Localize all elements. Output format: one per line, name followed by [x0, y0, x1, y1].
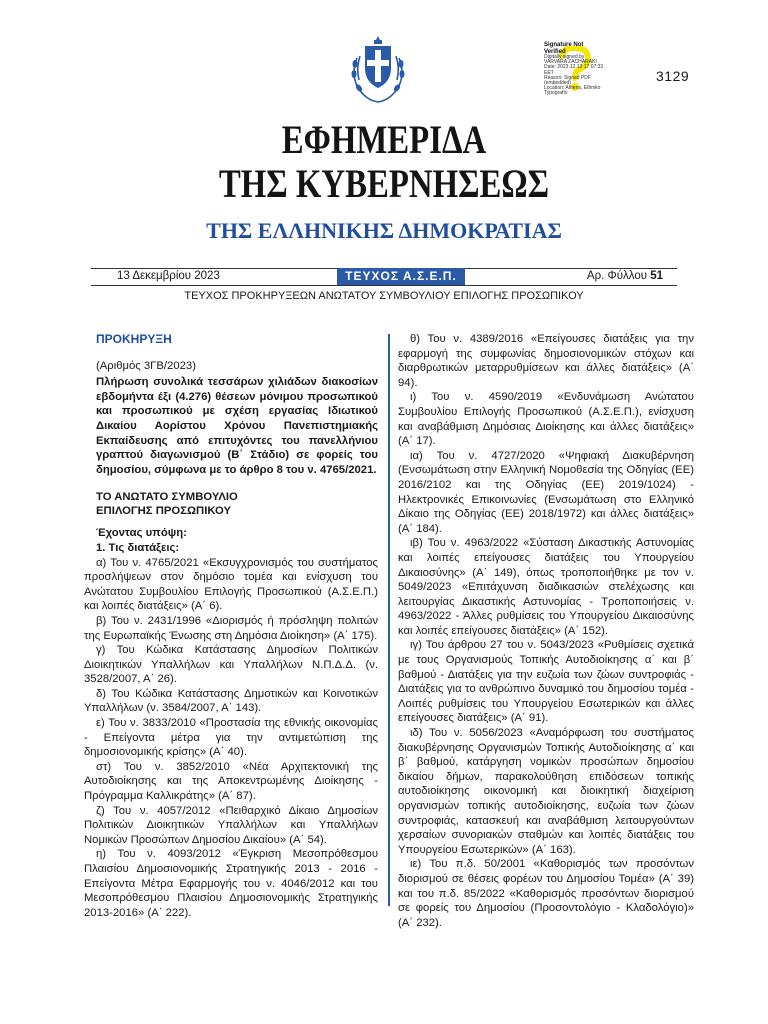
sheet-value: 51: [650, 270, 663, 282]
provision-item: στ) Του ν. 3852/2010 «Νέα Αρχιτεκτονική της Αυτοδιοίκησης και της Αποκεντρωμένης Διοίκησης - Πρόγραμμα Καλλικράτης» (Α΄ 87).: [84, 760, 378, 803]
signature-line: (embedded): [544, 80, 571, 87]
issue-bar: [91, 268, 677, 286]
signature-line: VARVARA ZACHARAKI: [544, 59, 597, 66]
masthead-title-line-2: ΤΗΣ ΚΥΒΕΡΝΗΣΕΩΣ: [218, 161, 550, 206]
authority-line: ΕΠΙΛΟΓΗΣ ΠΡΟΣΩΠΙΚΟΥ: [96, 504, 231, 517]
signature-line: Digitally signed by: [544, 54, 585, 60]
provision-item: ιβ) Του ν. 4963/2022 «Σύσταση Δικαστικής Αστυνομίας και λοιπές επείγουσες διατάξεις του Υπουργείου Δικαιοσύνης» (Α΄ 149), όπως τροποποιήθηκε με τον ν. 5049/2023 «Επιτάχυνση διαδικασιών στελέχωσης και λειτουργίας Δικαστικής Αστυνομίας - Τροποποιήσεις ν. 4963/2022 - Άλλες ρυθμίσεις του Υπουργείου Δικαιοσύνης και λοιπές επείγουσες διατάξεις» (Α΄ 152).: [398, 537, 694, 637]
provision-item: ιδ) Του ν. 5056/2023 «Αναμόρφωση του συστήματος διακυβέρνησης Οργανισμών Τοπικής Αυτοδιοίκησης α΄ και β΄ βαθμού, κατάργηση νομικών προσώπων δημοσίου δικαίου δήμων, παρακολούθηση επιδόσεων τοπικής αυτοδιοίκησης οικονομική και διοικητική διαχείριση οργανισμών τοπικής αυτοδιοίκησης, ευζωία των ζώων συντροφιάς, κατασκευή και αναβάθμιση λειτουργούντων χερσαίων συνοριακών σταθμών και λοιπές διατάξεις του Υπουργείου Εσωτερικών» (Α΄ 163).: [398, 727, 694, 856]
provision-item: ζ) Του ν. 4057/2012 «Πειθαρχικό Δίκαιο Δημοσίων Πολιτικών Διοικητικών Υπαλλήλων και Υπαλλήλων Νομικών Προσώπων Δημοσίου Δικαίου» (Α΄ 54).: [84, 804, 378, 846]
provision-item: δ) Του Κώδικα Κατάστασης Δημοτικών και Κοινοτικών Υπαλλήλων (ν. 3584/2007, Α΄ 143).: [84, 687, 378, 715]
provision-item: ε) Του ν. 3833/2010 «Προστασία της εθνικής οικονομίας - Επείγοντα μέτρα για την αντιμετώπιση της δημοσιονομικής κρίσης» (Α΄ 40).: [84, 717, 378, 759]
notice-summary: Πλήρωση συνολικά τεσσάρων χιλιάδων διακοσίων εβδομήντα έξι (4.276) θέσεων μόνιμου προσωπικού και προσωπικού με σχέση εργασίας Ιδιωτικού Δικαίου Αορίστου Χρόνου Πανεπιστημιακής Εκπαίδευσης από επιτυχόντες του πανελλήνιου γραπτού διαγωνισμού (Β΄ Στάδιο) σε φορείς του δημοσίου, σύμφωνα με το άρθρο 8 του ν. 4765/2021.: [96, 376, 378, 476]
provision-item: α) Του ν. 4765/2021 «Εκσυγχρονισμός του συστήματος προσλήψεων στον δημόσιο τομέα και ενίσχυση του Ανώτατου Συμβουλίου Επιλογής Προσωπικού (Α.Σ.Ε.Π.) και λοιπές διατάξεις» (Α΄ 6).: [84, 556, 378, 613]
considering-label: Έχοντας υπόψη:: [96, 527, 187, 540]
provision-item: η) Του ν. 4093/2012 «Έγκριση Μεσοπρόθεσμου Πλαισίου Δημοσιονομικής Στρατηγικής 2013 - 2016 - Επείγοντα Μέτρα Εφαρμογής του ν. 4046/2012 και του Μεσοπρόθεσμου Πλαισίου Δημοσιονομικής Στρατηγικής 2013-2016» (Α΄ 222).: [84, 848, 378, 919]
provision-item: β) Του ν. 2431/1996 «Διορισμός ή πρόσληψη πολιτών της Ευρωπαϊκής Ένωσης στη Δημόσια Διοίκηση» (Α΄ 175).: [84, 614, 378, 642]
provision-item: ια) Του ν. 4727/2020 «Ψηφιακή Διακυβέρνηση (Ενσωμάτωση στην Ελληνική Νομοθεσία της Οδηγίας (ΕΕ) 2016/2102 και της Οδηγίας (ΕΕ) 2019/1024) - Ηλεκτρονικές Επικοινωνίες (Ενσωμάτωση στο Ελληνικό Δίκαιο της Οδηγίας (ΕΕ) 2018/1972) και άλλες διατάξεις» (Α΄ 184).: [398, 449, 694, 535]
page-number: 3129: [656, 68, 690, 84]
issue-series-badge: ΤΕΥΧΟΣ Α.Σ.Ε.Π.: [337, 268, 465, 285]
provision-item: ιγ) Του άρθρου 27 του ν. 5043/2023 «Ρυθμίσεις σχετικά με τους Οργανισμούς Τοπικής Αυτοδιοίκησης α΄ και β΄ βαθμού - Διατάξεις για την ευζωία των ζώων συντροφιάς - Διατάξεις για το ανθρώπινο δυναμικό του δημοσίου τομέα - Λοιπές ρυθμίσεις του Υπουργείου Εσωτερικών και άλλες επείγουσες διατάξεις» (Α΄ 91).: [398, 639, 694, 725]
signature-line: Typografio: [544, 90, 568, 97]
notice-heading: ΠΡΟΚΗΡΥΞΗ: [96, 332, 172, 346]
masthead-subtitle: ΤΗΣ ΕΛΛΗΝΙΚΗΣ ΔΗΜΟΚΡΑΤΙΑΣ: [206, 218, 562, 243]
left-column: [84, 332, 378, 920]
signature-stamp[interactable]: [544, 42, 606, 100]
masthead-title-line-1: ΕΦΗΜΕΡΙΔΑ: [281, 117, 487, 162]
authority-line: ΤΟ ΑΝΩΤΑΤΟ ΣΥΜΒΟΥΛΙΟ: [96, 491, 238, 504]
right-column: [398, 332, 694, 930]
provisions-heading: 1. Τις διατάξεις:: [96, 541, 180, 554]
coat-of-arms-icon: [347, 28, 409, 106]
authority-name: [96, 491, 378, 518]
signature-heading: Signature Not Verified: [544, 42, 584, 55]
notice-number: (Αριθμός 3ΓΒ/2023): [96, 359, 196, 372]
signature-line: EET: [544, 69, 554, 76]
sheet-label: Αρ. Φύλλου: [586, 270, 647, 282]
sheet-number: [587, 270, 663, 282]
issue-series-full: ΤΕΥΧΟΣ ΠΡΟΚΗΡΥΞΕΩΝ ΑΝΩΤΑΤΟΥ ΣΥΜΒΟΥΛΙΟΥ ΕΠΙΛΟΓΗΣ ΠΡΟΣΩΠΙΚΟΥ: [184, 290, 584, 302]
provision-item: θ) Του ν. 4389/2016 «Επείγουσες διατάξεις για την εφαρμογή της συμφωνίας δημοσιονομικών στόχων και διαρθρωτικών μεταρρυθμίσεων και άλλες διατάξεις» (Α΄ 94).: [398, 333, 694, 389]
signature-line: Reason: Signed PDF: [544, 74, 591, 81]
issue-date: 13 Δεκεμβρίου 2023: [117, 270, 220, 282]
provision-item: ι) Του ν. 4590/2019 «Ενδυνάμωση Ανώτατου Συμβουλίου Επιλογής Προσωπικού (Α.Σ.Ε.Π.), ενίσχυση και αναβάθμιση Δημόσιας Διοίκησης και άλλες διατάξεις» (Α΄ 17).: [398, 391, 694, 448]
signature-line: Date: 2023.12.13 17:07:33: [544, 64, 604, 71]
provision-item: γ) Του Κώδικα Κατάστασης Δημοσίων Πολιτικών Διοικητικών Υπαλλήλων και Υπαλλήλων Ν.Π.Δ.Δ. (ν. 3528/2007, Α΄ 26).: [84, 644, 378, 686]
signature-line: Location: Athens, Ethniko: [544, 85, 601, 92]
provision-item: ιε) Του π.δ. 50/2001 «Καθορισμός των προσόντων διορισμού σε θέσεις φορέων του Δημοσίου Τομέα» (Α΄ 39) και του π.δ. 85/2022 «Καθορισμός προσόντων διορισμού σε φορείς του Δημοσίου (Προσοντολόγιο - Κλαδολόγιο)» (Α΄ 232).: [398, 858, 694, 929]
column-divider: [388, 334, 390, 906]
